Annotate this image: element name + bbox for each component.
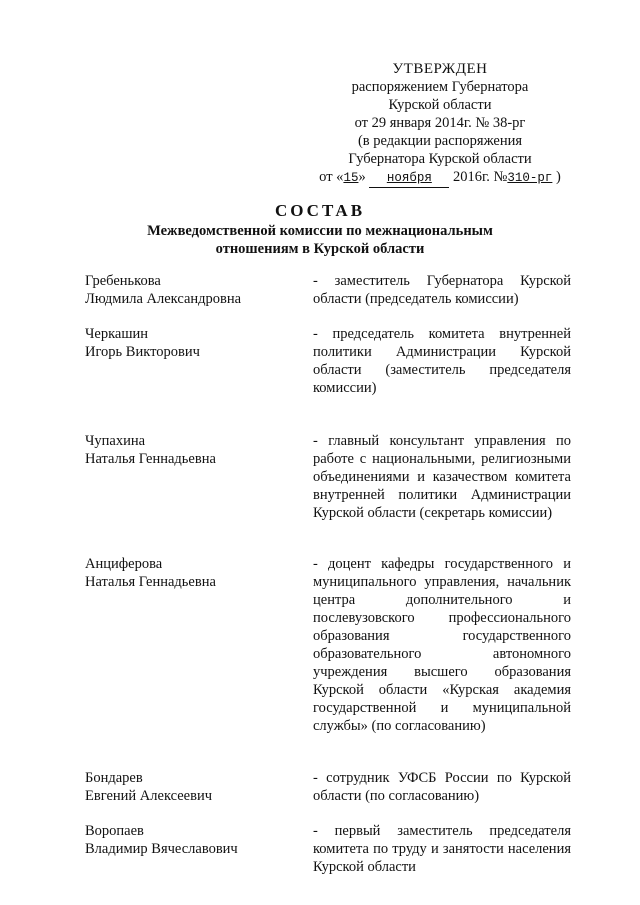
member-given-names: Наталья Геннадьевна [85,451,216,467]
approval-line-1: распоряжением Губернатора [351,79,529,95]
member-name [85,432,313,522]
member-name [85,272,313,308]
member-given-names: Игорь Викторович [85,344,200,360]
member-surname: Черкашин [85,326,149,342]
member-surname: Бондарев [85,770,143,786]
member-role: - сотрудник УФСБ России по Курской области (по согласованию) [313,770,571,804]
member-role: - первый заместитель председателя комитета по труду и занятости населения Курской области [313,823,571,875]
member-row [85,325,575,397]
approval-title: УТВЕРЖДЕН [392,61,488,77]
member-role: - заместитель Губернатора Курской области (председатель комиссии) [313,273,571,307]
amendment-number: 310-рг [507,171,553,185]
amendment-date-line [300,168,580,188]
amendment-suffix: ) [556,169,561,185]
member-name [85,769,313,805]
member-name [85,325,313,397]
member-given-names: Евгений Алексеевич [85,788,213,804]
member-role: - доцент кафедры государственного и муниципального управления, начальник центра дополнительного и послевузовского профессионального образования государственного образовательного автономного учреждения высшего образования Курской области «Курская академия государственной и муниципальной службы» (по согласованию) [313,556,571,734]
member-surname: Воропаев [85,823,144,839]
member-row [85,555,575,735]
amendment-mid-1: » [358,169,366,185]
member-surname: Анциферова [85,556,163,572]
member-given-names: Наталья Геннадьевна [85,574,216,590]
member-row [85,822,575,876]
member-given-names: Владимир Вячеславович [85,841,238,857]
member-surname: Гребенькова [85,273,161,289]
amendment-prefix: от « [319,169,344,185]
approval-line-4: (в редакции распоряжения [357,133,523,149]
member-row [85,432,575,522]
document-subtitle-line-1: Межведомственной комиссии по межнациональным [147,223,493,239]
member-name [85,555,313,735]
member-name [85,822,313,876]
approval-line-3: от 29 января 2014г. № 38-рг [354,115,526,131]
document-title: СОСТАВ [274,201,366,220]
member-given-names: Людмила Александровна [85,291,242,307]
member-role: - председатель комитета внутренней политики Администрации Курской области (заместитель председателя комиссии) [313,326,571,396]
approval-stamp [300,60,580,188]
member-row [85,272,575,308]
document-heading [60,200,580,258]
member-role: - главный консультант управления по работе с национальными, религиозными объединениями и казачеством комитета внутренней политики Администрации Курской области (секретарь комиссии) [313,433,571,521]
amendment-mid-2: 2016г. № [452,169,508,185]
approval-line-2: Курской области [388,97,492,113]
members-list [85,272,575,876]
document-subtitle-line-2: отношениям в Курской области [215,241,425,257]
approval-line-5: Губернатора Курской области [348,151,532,167]
amendment-day: 15 [343,171,359,185]
amendment-month: ноября [369,169,449,188]
member-surname: Чупахина [85,433,146,449]
member-row [85,769,575,805]
